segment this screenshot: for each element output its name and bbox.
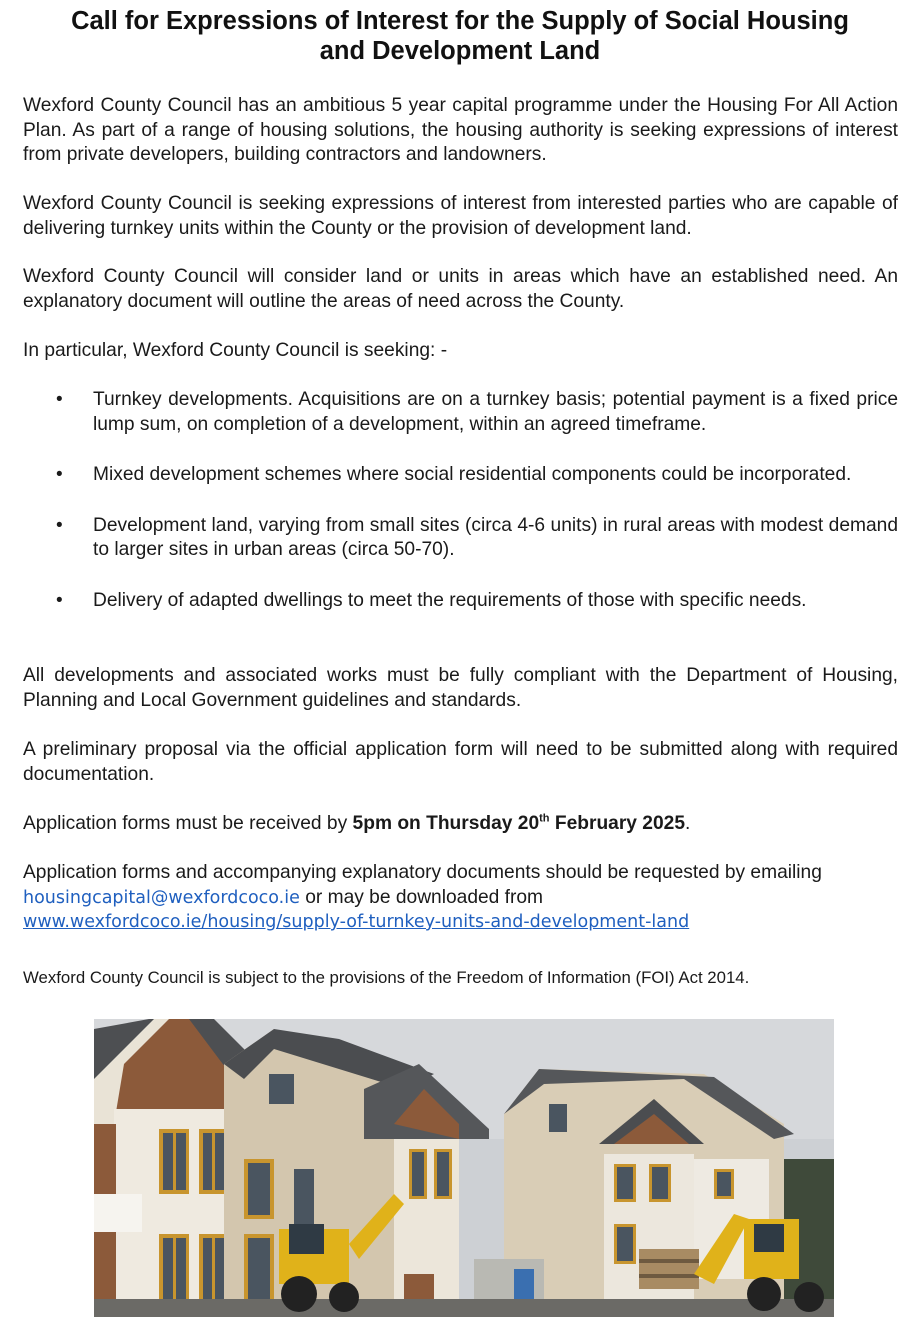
in-particular-paragraph: In particular, Wexford County Council is seeking: - [23,340,448,361]
deadline-prefix: Application forms must be received by [23,813,353,834]
bullet-icon: • [56,514,63,536]
bullet-icon: • [56,589,63,611]
deadline-date-ordinal: th [539,812,550,825]
bullet-icon: • [56,464,63,485]
list-item-text: Development land, varying from small sites (circa 4-6 units) in rural areas with modest demand to larger sites in urban areas (circa 50-70). [93,514,898,560]
email-link[interactable]: housingcapital@wexfordcoco.ie [23,887,300,908]
requirements-list [23,388,898,639]
housing-development-photo [94,1019,834,1317]
deadline-suffix: . [685,813,691,834]
list-item-text: Mixed development schemes where social residential components could be incorporated. [93,464,852,485]
proposal-paragraph: A preliminary proposal via the official application form will need to be submitted along with required documentation. [23,739,898,785]
housing-photo-illustration [94,1019,834,1317]
request-links-line [23,886,898,911]
deadline-date-day: 5pm on Thursday 20 [352,813,540,834]
deadline-date [353,813,685,834]
intro-paragraph: Wexford County Council has an ambitious 5 year capital programme under the Housing For All Action Plan. As part of a range of housing solutions, the housing authority is seeking expressions of interest from private developers, building contractors and landowners. [23,95,898,165]
seeking-paragraph: Wexford County Council is seeking expressions of interest from interested parties who are capable of delivering turnkey units within the County or the provision of development land. [23,193,898,239]
list-item-text: Delivery of adapted dwellings to meet the requirements of those with specific needs. [93,589,807,611]
request-middle-text: or may be downloaded from [299,886,544,908]
deadline-paragraph [23,812,898,837]
request-text: Application forms and accompanying explanatory documents should be requested by emailing [23,862,822,883]
deadline-date-rest: February 2025 [549,813,685,834]
areas-paragraph: Wexford County Council will consider land or units in areas which have an established need. An explanatory document will outline the areas of need across the County. [23,266,898,312]
list-item-text: Turnkey developments. Acquisitions are on a turnkey basis; potential payment is a fixed price lump sum, on completion of a development, within an agreed timeframe. [93,389,898,435]
page-title [20,6,900,66]
bullet-icon: • [56,389,63,410]
download-link[interactable]: www.wexfordcoco.ie/housing/supply-of-turnkey-units-and-development-land [23,912,690,932]
list-item [23,388,898,437]
request-paragraph [23,861,898,935]
foi-notice: Wexford County Council is subject to the provisions of the Freedom of Information (FOI) Act 2014. [23,968,750,987]
compliance-paragraph: All developments and associated works must be fully compliant with the Department of Housing, Planning and Local Government guidelines and standards. [23,665,898,711]
title-line-2: and Development Land [319,37,601,65]
list-item [23,589,898,614]
list-item [23,463,898,488]
list-item [23,514,898,563]
title-line-1: Call for Expressions of Interest for the Supply of Social Housing [71,7,849,35]
